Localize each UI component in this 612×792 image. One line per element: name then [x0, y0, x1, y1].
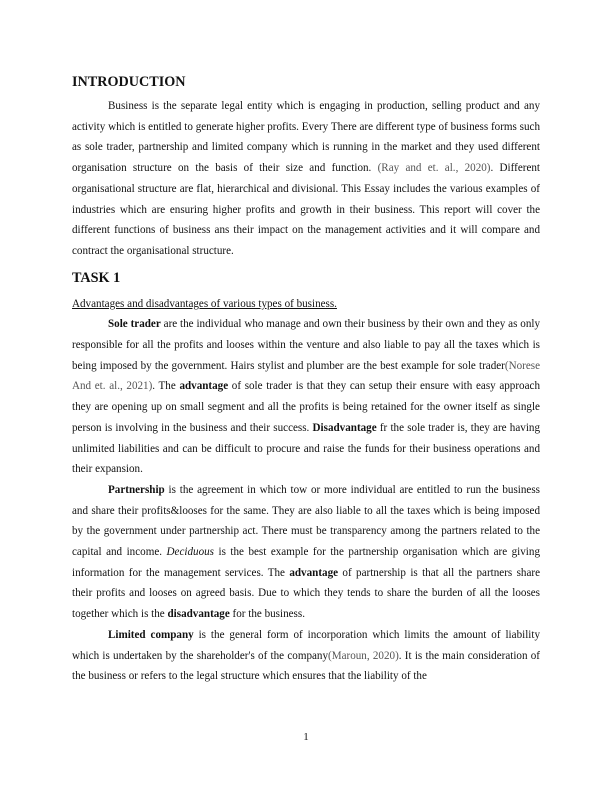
sole-trader-term: Sole trader: [108, 318, 161, 331]
task1-subheading: Advantages and disadvantages of various types of business.: [72, 297, 337, 310]
partnership-advantage-term: advantage: [289, 566, 339, 579]
sole-text-1: are the individual who manage and own their business by their own and they as only responsible for all the profits and looses within the venture and also liable to pay all the taxes which is being imposed by the government. Hairs stylist and plumber are the best example for sole trader: [72, 318, 540, 372]
sole-trader-paragraph: [72, 314, 540, 480]
introduction-heading: INTRODUCTION: [72, 74, 186, 90]
partnership-term: Partnership: [108, 483, 165, 496]
partnership-disadvantage-term: disadvantage: [167, 608, 230, 621]
sole-text-2: . The: [152, 380, 180, 393]
sole-citation: (Norese And et. al., 2021): [72, 359, 540, 393]
sole-text-3: of sole trader is that they can setup their ensure with easy approach they are opening up on small segment and all the profits is being retained for the owner itself as single person is involving in the business and their success.: [72, 380, 540, 434]
partnership-text-3: of partnership is that all the partners share their profits and looses on agreed basis. Due to which they tends to share the burden of all the looses together which is the: [72, 566, 540, 621]
partnership-paragraph: [72, 480, 540, 625]
partnership-text-4: for the business.: [229, 608, 305, 621]
partnership-text-1: is the agreement in which tow or more individual are entitled to run the business and share their profits&looses for the same. They are also liable to all the taxes which is being imposed by the government under partnership act. There must be transparency among the partners related to the capital and income.: [72, 483, 540, 559]
document-page: [72, 72, 540, 687]
intro-citation: (Ray and et. al., 2020): [377, 162, 491, 175]
sole-disadvantage-term: Disadvantage: [312, 421, 377, 434]
limited-text-2: . It is the main consideration of the business or refers to the legal structure which ensures that the liability of the: [72, 649, 540, 683]
task1-heading: TASK 1: [72, 269, 121, 286]
intro-text-1: Business is the separate legal entity which is engaging in production, selling product and any activity which is entitled to generate higher profits. Every There are different type of business forms such as sole trader, partnership and limited company which is running in the market and they used different organisation structure on the basis of their size and function.: [72, 100, 540, 175]
partnership-text-2: is the best example for the partnership organisation which are giving information for the management services. The: [72, 546, 540, 579]
intro-text-2: . Different organisational structure are flat, hierarchical and divisional. This Essay includes the various examples of industries which are ensuring higher profits and growth in their business. This report will cover the different functions of business ans their impact on the management activities and it will compare and contract the organisational structure.: [72, 162, 540, 257]
limited-text-1: is the general form of incorporation which limits the amount of liability which is undertaken by the shareholder's of the company: [72, 628, 540, 662]
limited-citation: (Maroun, 2020): [328, 649, 399, 662]
introduction-paragraph: [72, 96, 540, 262]
sole-text-4: fr the sole trader is, they are having unlimited liabilities and can be difficult to procure and raise the funds for their business operations and their expansion.: [72, 421, 541, 476]
limited-company-term: Limited company: [108, 628, 194, 641]
limited-company-paragraph: [72, 625, 540, 687]
page-number: 1: [303, 731, 309, 743]
sole-advantage-term: advantage: [179, 380, 229, 393]
partnership-example: Deciduous: [166, 546, 214, 559]
